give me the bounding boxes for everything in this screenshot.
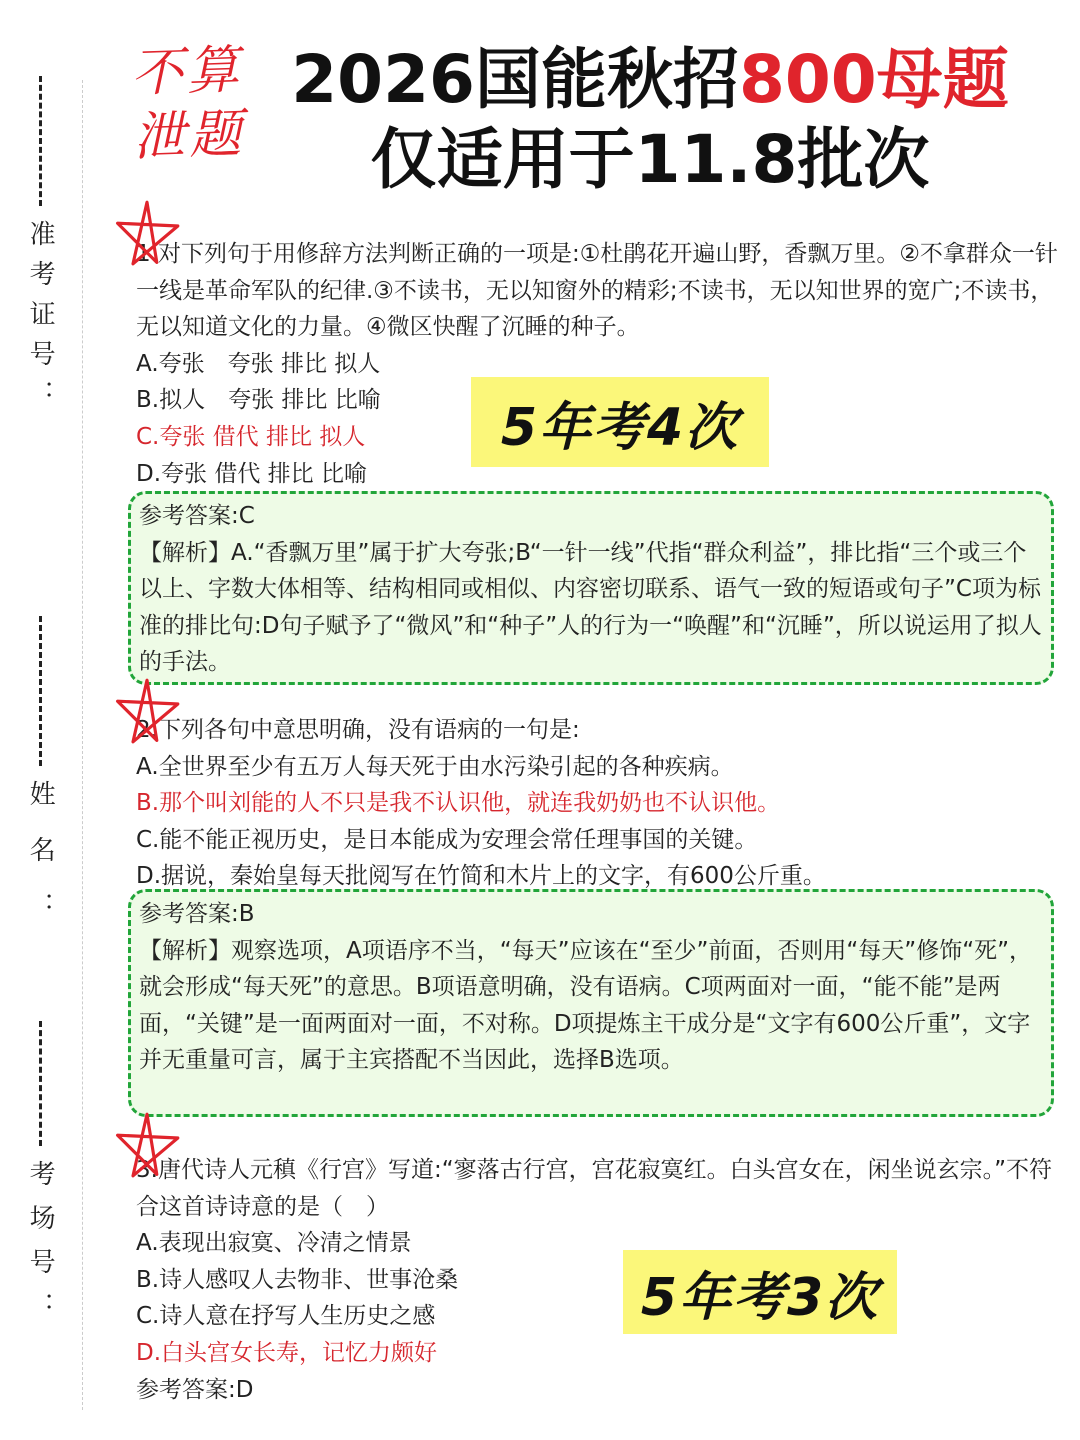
question-2-option-a[interactable]: A.全世界至少有五万人每天死于由水污染引起的各种疾病。	[136, 753, 734, 780]
title-highlight: 800母题	[738, 41, 1009, 118]
star-mark-icon	[112, 198, 182, 268]
question-2-option-d[interactable]: D.据说，秦始皇每天批阅写在竹简和木片上的文字，有600公斤重。	[136, 863, 826, 890]
page-title	[270, 40, 1030, 200]
answer-box-2	[128, 889, 1054, 1117]
margin-line	[82, 80, 83, 1410]
question-1-option-d[interactable]: D.夸张 借代 排比 比喻	[136, 460, 367, 487]
question-3-option-b[interactable]: B.诗人感叹人去物非、世事沧桑	[136, 1266, 459, 1293]
exam-id-blank[interactable]	[39, 76, 42, 206]
question-1-stem: 1.对下列句于用修辞方法判断正确的一项是:①杜鹃花开遍山野，香飘万里。②不拿群众一针一线是革命军队的纪律.③不读书，无以知窗外的精彩;不读书，无以知世界的宽广;不读书，无以知道文化的力量。④微区快醒了沉睡的种子。	[136, 241, 1058, 341]
room-blank[interactable]	[39, 1021, 42, 1146]
question-2	[136, 712, 1058, 895]
question-2-option-b[interactable]: B.那个叫刘能的人不只是我不认识他，就连我奶奶也不认识他。	[136, 790, 781, 817]
room-label: 考场号：	[25, 1160, 56, 1336]
title-prefix: 2026国能秋招	[291, 41, 739, 118]
question-1-option-a[interactable]: A.夸张 夸张 排比 拟人	[136, 350, 381, 377]
answer-2-label: 参考答案:B	[139, 901, 255, 927]
answer-box-1	[128, 491, 1054, 685]
star-mark-icon	[112, 1110, 182, 1180]
question-1-option-c[interactable]: C.夸张 借代 排比 拟人	[136, 423, 366, 450]
question-2-option-c[interactable]: C.能不能正视历史，是日本能成为安理会常任理事国的关键。	[136, 826, 758, 853]
frequency-badge-2: 5年考3次	[623, 1250, 897, 1334]
not-leak-stamp	[130, 38, 246, 170]
title-line-1	[270, 40, 1030, 120]
answer-1-label: 参考答案:C	[139, 503, 255, 529]
answer-1-analysis: 【解析】A.“香飘万里”属于扩大夸张;B“一针一线”代指“群众利益”，排比指“三个或三个以上、字数大体相等、结构相同或相似、内容密切联系、语气一致的短语或句子”C项为标准的排比句:D句子赋予了“微风”和“种子”人的行为一“唤醒”和“沉睡”，所以说运用了拟人的手法。	[139, 539, 1042, 676]
title-line-2: 仅适用于11.8批次	[370, 121, 930, 198]
name-blank[interactable]	[39, 616, 42, 766]
question-3-option-c[interactable]: C.诗人意在抒写人生历史之感	[136, 1303, 436, 1330]
exam-id-field	[14, 70, 66, 420]
answer-3-label: 参考答案:D	[136, 1376, 254, 1403]
name-label: 姓名：	[25, 780, 56, 948]
question-1-option-b[interactable]: B.拟人 夸张 排比 比喻	[136, 387, 381, 414]
name-field	[14, 610, 66, 948]
question-2-stem: 2.下列各句中意思明确，没有语病的一句是:	[136, 717, 580, 743]
room-field	[14, 1015, 66, 1336]
question-3-option-a[interactable]: A.表现出寂寞、冷清之情景	[136, 1230, 412, 1257]
star-mark-icon	[112, 676, 182, 746]
stamp-line-2: 泄题	[132, 104, 247, 168]
question-3-option-d[interactable]: D.白头宫女长寿，记忆力颇好	[136, 1339, 438, 1366]
question-3-stem: 3.唐代诗人元稹《行宫》写道:“寥落古行宫，宫花寂寞红。白头宫女在，闲坐说玄宗。”不符合这首诗诗意的是（ ）	[136, 1157, 1053, 1220]
stamp-line-1: 不算	[129, 40, 244, 104]
frequency-badge-1: 5年考4次	[471, 377, 769, 467]
answer-2-analysis: 【解析】观察选项，A项语序不当，“每天”应该在“至少”前面，否则用“每天”修饰“死”，就会形成“每天死”的意思。B项语意明确，没有语病。C项两面对一面，“能不能”是两面，“关键”是一面两面对一面，不对称。D项提炼主干成分是“文字有600公斤重”，文字并无重量可言，属于主宾搭配不当因此，选择B选项。	[139, 937, 1033, 1074]
question-3	[136, 1152, 1058, 1408]
exam-id-label: 准考证号：	[25, 220, 56, 420]
exam-sidebar	[0, 0, 80, 1440]
